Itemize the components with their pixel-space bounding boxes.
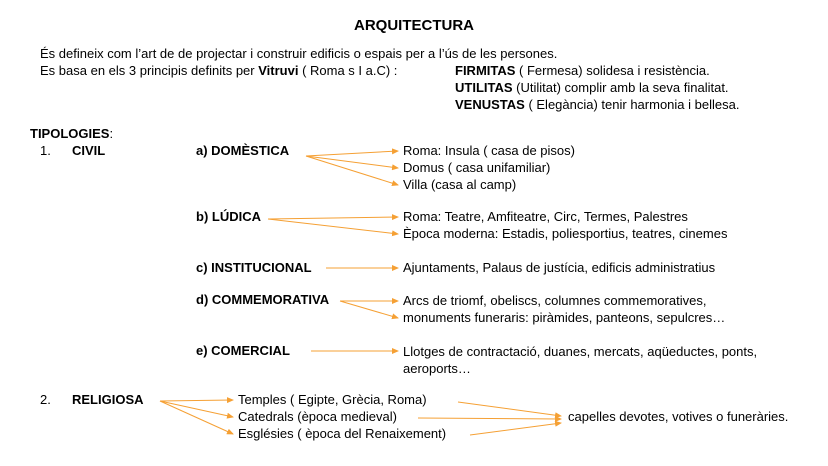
page-title: ARQUITECTURA <box>354 17 474 34</box>
definition-text: És defineix com l’art de de projectar i construir edificis o espais per a l’ús de les persones. <box>40 46 558 61</box>
religiosa-item: Esglésies ( època del Renaixement) <box>238 426 447 441</box>
category-ludica: b) LÚDICA <box>196 209 261 224</box>
domestica-item: Roma: Insula ( casa de pisos) <box>403 143 575 158</box>
religiosa-label: RELIGIOSA <box>72 392 144 407</box>
arrow <box>458 402 561 416</box>
institucional-item: Ajuntaments, Palaus de justícia, edificis administratius <box>403 260 716 275</box>
religiosa-item: Catedrals (època medieval) <box>238 409 397 424</box>
religiosa-number: 2. <box>40 392 51 407</box>
domestica-item: Villa (casa al camp) <box>403 177 517 192</box>
civil-number: 1. <box>40 143 51 158</box>
category-commemorativa: d) COMMEMORATIVA <box>196 292 330 307</box>
arrow <box>418 418 561 419</box>
comercial-item: aeroports… <box>403 361 471 376</box>
tipologies-heading: TIPOLOGIES: <box>30 126 114 141</box>
religiosa-item: Temples ( Egipte, Grècia, Roma) <box>238 392 427 407</box>
category-comercial: e) COMERCIAL <box>196 343 290 358</box>
civil-label: CIVIL <box>72 143 106 158</box>
arrow <box>470 423 561 435</box>
commemorativa-item: monuments funeraris: piràmides, panteons, sepulcres… <box>403 310 726 325</box>
category-institucional: c) INSTITUCIONAL <box>196 260 312 275</box>
arrow <box>306 151 398 156</box>
principle-utilitas: UTILITAS (Utilitat) complir amb la seva finalitat. <box>455 80 729 95</box>
category-domestica: a) DOMÈSTICA <box>196 143 290 158</box>
arrow <box>160 401 233 434</box>
basis-author: Vitruvi <box>258 63 299 78</box>
arrow <box>160 400 233 401</box>
ludica-item: Roma: Teatre, Amfiteatre, Circ, Termes, Palestres <box>403 209 688 224</box>
principle-firmitas: FIRMITAS ( Fermesa) solidesa i resistència. <box>455 63 710 78</box>
arrow <box>306 156 398 185</box>
arrow <box>340 301 398 318</box>
principle-venustas: VENUSTAS ( Elegància) tenir harmonia i bellesa. <box>455 97 740 112</box>
comercial-item: Llotges de contractació, duanes, mercats, aqüeductes, ponts, <box>403 344 758 359</box>
basis-prefix: Es basa en els 3 principis definits per <box>40 63 259 78</box>
religiosa-result: capelles devotes, votives o funeràries. <box>568 409 789 424</box>
domestica-item: Domus ( casa unifamiliar) <box>403 160 551 175</box>
arrow <box>268 217 398 219</box>
arrow <box>306 156 398 168</box>
commemorativa-item: Arcs de triomf, obeliscs, columnes commemoratives, <box>403 293 707 308</box>
basis-suffix: ( Roma s I a.C) : <box>298 63 398 78</box>
ludica-item: Època moderna: Estadis, poliesportius, teatres, cinemes <box>403 226 728 241</box>
arrow <box>160 401 233 417</box>
arrow <box>268 219 398 234</box>
